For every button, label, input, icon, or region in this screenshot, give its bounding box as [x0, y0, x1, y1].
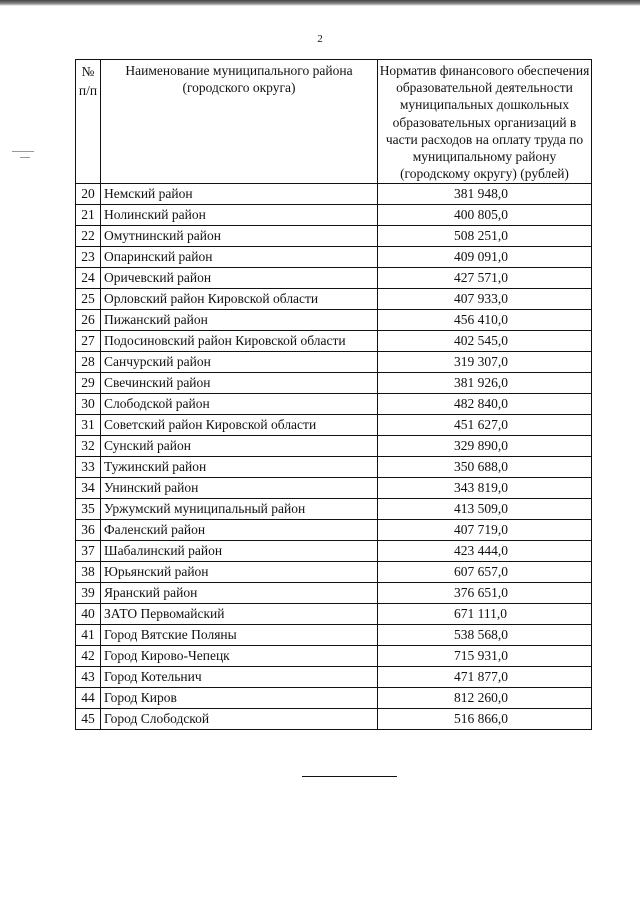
district-name: Оричевский район [101, 268, 378, 289]
row-number: 45 [76, 709, 101, 730]
district-name: Город Кирово-Чепецк [101, 646, 378, 667]
table-row [76, 226, 592, 247]
norm-value: 413 509,0 [378, 499, 592, 520]
row-number: 21 [76, 205, 101, 226]
district-name: Подосиновский район Кировской области [101, 331, 378, 352]
district-name: Нолинский район [101, 205, 378, 226]
row-number: 31 [76, 415, 101, 436]
district-name: Город Вятские Поляны [101, 625, 378, 646]
district-name: Яранский район [101, 583, 378, 604]
norm-value: 350 688,0 [378, 457, 592, 478]
table-row [76, 583, 592, 604]
row-number: 28 [76, 352, 101, 373]
norm-value: 427 571,0 [378, 268, 592, 289]
scan-top-edge [0, 0, 640, 6]
norm-value: 812 260,0 [378, 688, 592, 709]
norm-value: 715 931,0 [378, 646, 592, 667]
norm-value: 402 545,0 [378, 331, 592, 352]
district-name: Слободской район [101, 394, 378, 415]
table-row [76, 562, 592, 583]
row-number: 44 [76, 688, 101, 709]
header-name: Наименование муниципального района (городского округа) [101, 60, 378, 184]
norm-value: 451 627,0 [378, 415, 592, 436]
table-row [76, 646, 592, 667]
page-number: 2 [317, 33, 323, 45]
row-number: 34 [76, 478, 101, 499]
table-row [76, 205, 592, 226]
scan-artifact [12, 151, 34, 152]
district-name: Юрьянский район [101, 562, 378, 583]
table-body [76, 184, 592, 730]
row-number: 36 [76, 520, 101, 541]
table-row [76, 352, 592, 373]
table-row [76, 520, 592, 541]
header-number: № п/п [76, 60, 101, 184]
table-header-row [76, 60, 592, 184]
norm-value: 400 805,0 [378, 205, 592, 226]
table-row [76, 667, 592, 688]
row-number: 26 [76, 310, 101, 331]
table-row [76, 394, 592, 415]
normative-table [75, 59, 592, 730]
row-number: 20 [76, 184, 101, 205]
row-number: 41 [76, 625, 101, 646]
row-number: 38 [76, 562, 101, 583]
norm-value: 471 877,0 [378, 667, 592, 688]
table-row [76, 310, 592, 331]
table-row [76, 289, 592, 310]
district-name: Санчурский район [101, 352, 378, 373]
norm-value: 423 444,0 [378, 541, 592, 562]
district-name: Опаринский район [101, 247, 378, 268]
district-name: ЗАТО Первомайский [101, 604, 378, 625]
norm-value: 671 111,0 [378, 604, 592, 625]
row-number: 37 [76, 541, 101, 562]
district-name: Шабалинский район [101, 541, 378, 562]
norm-value: 538 568,0 [378, 625, 592, 646]
norm-value: 407 719,0 [378, 520, 592, 541]
norm-value: 329 890,0 [378, 436, 592, 457]
table-row [76, 331, 592, 352]
row-number: 32 [76, 436, 101, 457]
district-name: Орловский район Кировской области [101, 289, 378, 310]
table-row [76, 625, 592, 646]
norm-value: 376 651,0 [378, 583, 592, 604]
norm-value: 409 091,0 [378, 247, 592, 268]
district-name: Омутнинский район [101, 226, 378, 247]
district-name: Унинский район [101, 478, 378, 499]
norm-value: 343 819,0 [378, 478, 592, 499]
norm-value: 381 948,0 [378, 184, 592, 205]
scan-artifact [20, 157, 30, 158]
district-name: Город Котельнич [101, 667, 378, 688]
row-number: 33 [76, 457, 101, 478]
row-number: 42 [76, 646, 101, 667]
norm-value: 407 933,0 [378, 289, 592, 310]
row-number: 25 [76, 289, 101, 310]
district-name: Сунский район [101, 436, 378, 457]
norm-value: 319 307,0 [378, 352, 592, 373]
table-row [76, 457, 592, 478]
row-number: 35 [76, 499, 101, 520]
row-number: 43 [76, 667, 101, 688]
table-row [76, 415, 592, 436]
row-number: 23 [76, 247, 101, 268]
row-number: 29 [76, 373, 101, 394]
district-name: Тужинский район [101, 457, 378, 478]
district-name: Уржумский муниципальный район [101, 499, 378, 520]
row-number: 40 [76, 604, 101, 625]
table-row [76, 184, 592, 205]
district-name: Свечинский район [101, 373, 378, 394]
norm-value: 381 926,0 [378, 373, 592, 394]
end-rule [302, 776, 397, 777]
district-name: Фаленский район [101, 520, 378, 541]
district-name: Город Слободской [101, 709, 378, 730]
row-number: 39 [76, 583, 101, 604]
district-name: Пижанский район [101, 310, 378, 331]
table-row [76, 709, 592, 730]
norm-value: 508 251,0 [378, 226, 592, 247]
table-row [76, 499, 592, 520]
row-number: 22 [76, 226, 101, 247]
table-row [76, 373, 592, 394]
district-name: Немский район [101, 184, 378, 205]
table-row [76, 436, 592, 457]
table-row [76, 478, 592, 499]
row-number: 30 [76, 394, 101, 415]
row-number: 27 [76, 331, 101, 352]
district-name: Советский район Кировской области [101, 415, 378, 436]
norm-value: 482 840,0 [378, 394, 592, 415]
district-name: Город Киров [101, 688, 378, 709]
table-row [76, 541, 592, 562]
norm-value: 516 866,0 [378, 709, 592, 730]
table-row [76, 604, 592, 625]
header-value: Норматив финансового обеспечения образовательной деятельности муниципальных дошкольных образовательных организаций в части расходов на оплату труда по муниципальному району (городскому округу) (рублей) [378, 60, 592, 184]
table-row [76, 268, 592, 289]
table-row [76, 247, 592, 268]
norm-value: 456 410,0 [378, 310, 592, 331]
norm-value: 607 657,0 [378, 562, 592, 583]
row-number: 24 [76, 268, 101, 289]
table-row [76, 688, 592, 709]
